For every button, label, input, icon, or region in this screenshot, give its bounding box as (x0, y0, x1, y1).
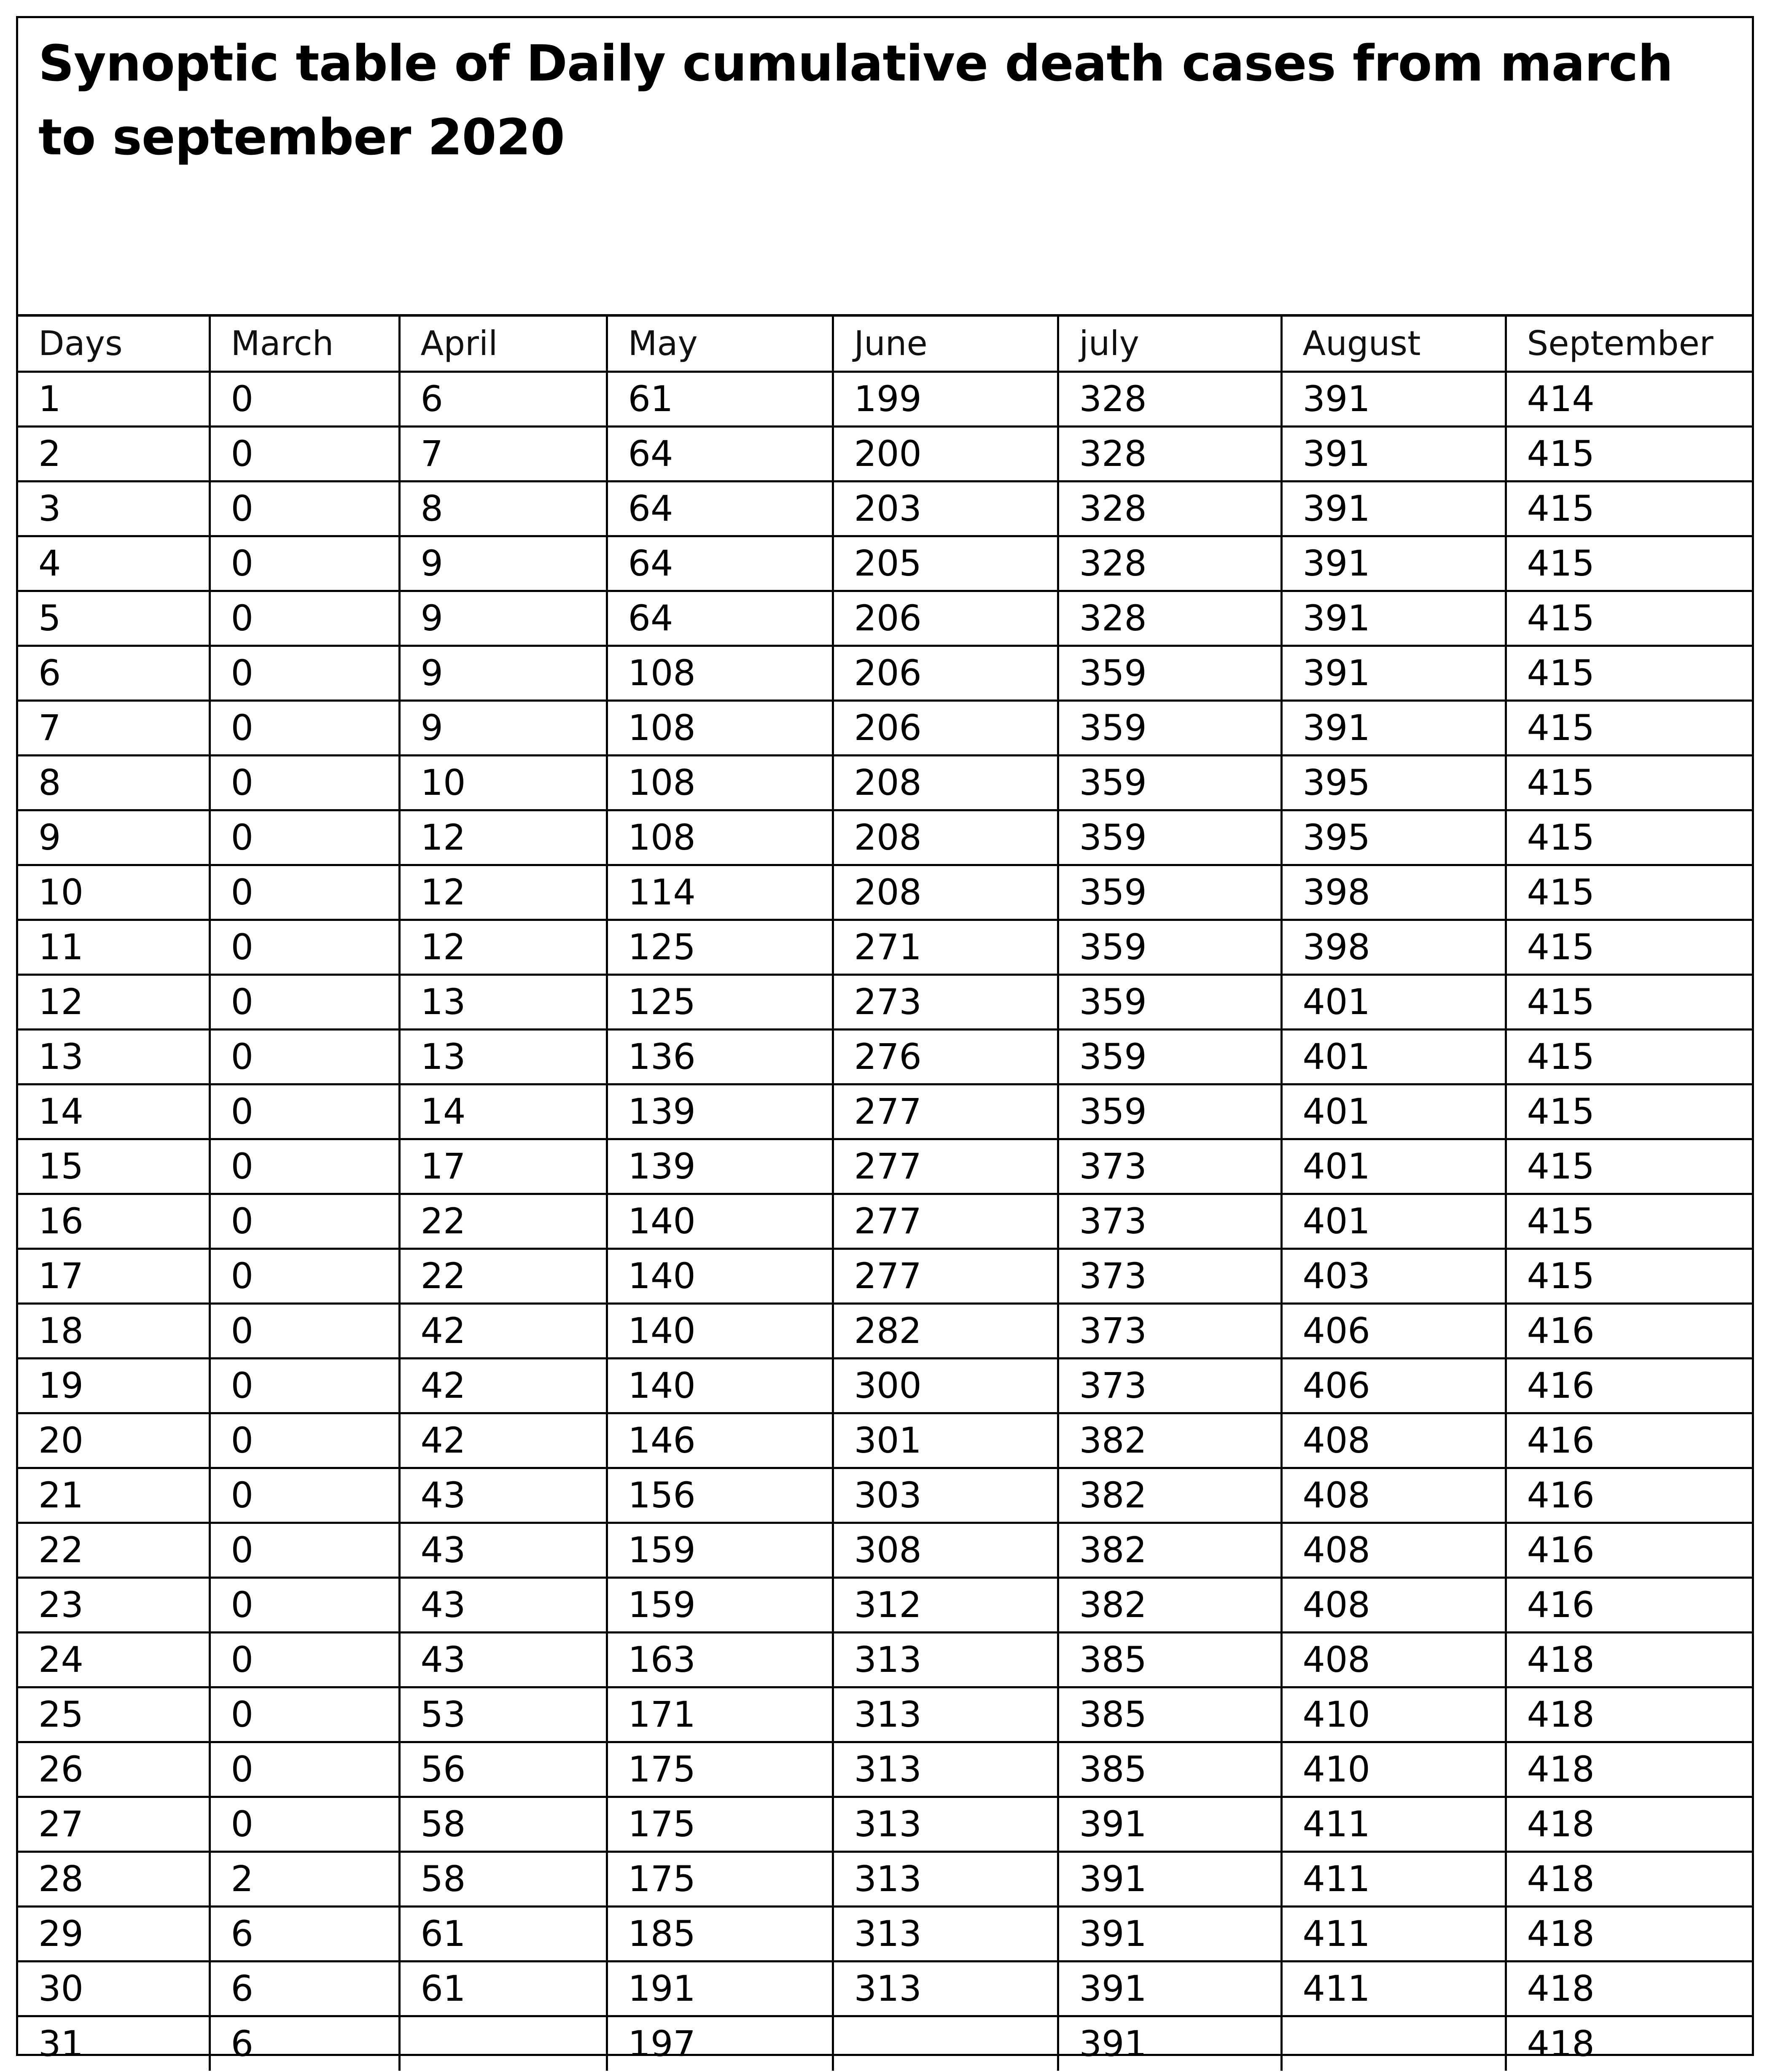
column-header-may: May (607, 317, 833, 371)
cell-days: 9 (18, 810, 210, 865)
cell-august: 406 (1281, 1358, 1506, 1413)
cell-september: 418 (1506, 2016, 1752, 2071)
cell-june: 277 (833, 1084, 1058, 1139)
column-header-april: April (399, 317, 607, 371)
cell-september: 418 (1506, 1797, 1752, 1851)
cell-july: 382 (1058, 1523, 1281, 1577)
column-header-june: June (833, 317, 1058, 371)
cell-may: 163 (607, 1632, 833, 1687)
table-row (18, 1906, 1752, 1961)
cell-may: 64 (607, 536, 833, 591)
cell-august: 408 (1281, 1632, 1506, 1687)
cell-days: 1 (18, 371, 210, 426)
cell-august: 408 (1281, 1523, 1506, 1577)
cell-august: 408 (1281, 1413, 1506, 1468)
cell-days: 10 (18, 865, 210, 920)
table-row (18, 481, 1752, 536)
cell-march: 0 (210, 1358, 399, 1413)
cell-july: 385 (1058, 1687, 1281, 1742)
cell-august: 411 (1281, 1961, 1506, 2016)
cell-june: 303 (833, 1468, 1058, 1523)
cell-march: 0 (210, 1303, 399, 1358)
cell-april: 61 (399, 1961, 607, 2016)
cell-april: 53 (399, 1687, 607, 1742)
cell-june: 208 (833, 865, 1058, 920)
cell-august: 395 (1281, 755, 1506, 810)
cell-may: 156 (607, 1468, 833, 1523)
cell-march: 0 (210, 1797, 399, 1851)
cell-august: 401 (1281, 1139, 1506, 1194)
cell-may: 64 (607, 481, 833, 536)
title-area (18, 18, 1752, 313)
document-frame (16, 16, 1754, 2065)
cell-august: 403 (1281, 1249, 1506, 1303)
cell-july: 391 (1058, 2016, 1281, 2071)
cell-may: 175 (607, 1851, 833, 1906)
table-row (18, 1687, 1752, 1742)
cell-june: 313 (833, 1906, 1058, 1961)
cell-days: 14 (18, 1084, 210, 1139)
cell-august: 391 (1281, 591, 1506, 646)
table-row (18, 1139, 1752, 1194)
cell-july: 391 (1058, 1961, 1281, 2016)
cell-august: 391 (1281, 646, 1506, 700)
cell-march: 0 (210, 1139, 399, 1194)
table-row (18, 1523, 1752, 1577)
cell-september: 416 (1506, 1303, 1752, 1358)
cell-may: 140 (607, 1194, 833, 1249)
cell-april: 58 (399, 1851, 607, 1906)
cell-days: 6 (18, 646, 210, 700)
cell-september: 414 (1506, 371, 1752, 426)
cell-april: 14 (399, 1084, 607, 1139)
cell-may: 125 (607, 974, 833, 1029)
cell-september: 415 (1506, 1029, 1752, 1084)
cell-june (833, 2016, 1058, 2071)
cell-march: 0 (210, 1468, 399, 1523)
cell-march: 0 (210, 371, 399, 426)
cell-june: 312 (833, 1577, 1058, 1632)
cell-august: 401 (1281, 1194, 1506, 1249)
cell-september: 415 (1506, 1194, 1752, 1249)
cell-august: 391 (1281, 700, 1506, 755)
cell-days: 24 (18, 1632, 210, 1687)
table-row (18, 1961, 1752, 2016)
cell-august: 408 (1281, 1468, 1506, 1523)
cell-july: 328 (1058, 481, 1281, 536)
cell-june: 208 (833, 810, 1058, 865)
cell-march: 0 (210, 1194, 399, 1249)
cell-april: 42 (399, 1358, 607, 1413)
cell-august: 395 (1281, 810, 1506, 865)
cell-days: 16 (18, 1194, 210, 1249)
cell-september: 415 (1506, 591, 1752, 646)
column-header-march: March (210, 317, 399, 371)
cell-april: 6 (399, 371, 607, 426)
cell-march: 0 (210, 755, 399, 810)
column-header-july: july (1058, 317, 1281, 371)
cell-april: 56 (399, 1742, 607, 1797)
cell-march: 0 (210, 1742, 399, 1797)
cell-june: 300 (833, 1358, 1058, 1413)
cell-march: 6 (210, 1906, 399, 1961)
cell-days: 22 (18, 1523, 210, 1577)
cell-days: 17 (18, 1249, 210, 1303)
cell-june: 277 (833, 1139, 1058, 1194)
cell-july: 359 (1058, 1084, 1281, 1139)
cell-may: 139 (607, 1084, 833, 1139)
cell-march: 6 (210, 2016, 399, 2071)
cell-august: 391 (1281, 426, 1506, 481)
cell-september: 415 (1506, 974, 1752, 1029)
cell-september: 418 (1506, 1851, 1752, 1906)
table-row (18, 1577, 1752, 1632)
cell-may: 61 (607, 371, 833, 426)
cell-september: 418 (1506, 1961, 1752, 2016)
cell-may: 108 (607, 810, 833, 865)
cell-july: 328 (1058, 371, 1281, 426)
cell-june: 313 (833, 1687, 1058, 1742)
cell-july: 382 (1058, 1468, 1281, 1523)
table-row (18, 1851, 1752, 1906)
cell-june: 313 (833, 1797, 1058, 1851)
cell-days: 18 (18, 1303, 210, 1358)
cell-april: 17 (399, 1139, 607, 1194)
cell-days: 25 (18, 1687, 210, 1742)
cell-september: 418 (1506, 1906, 1752, 1961)
cell-april: 10 (399, 755, 607, 810)
cell-september: 415 (1506, 865, 1752, 920)
cell-july: 385 (1058, 1742, 1281, 1797)
cell-april: 43 (399, 1523, 607, 1577)
cell-august: 411 (1281, 1851, 1506, 1906)
cell-april: 13 (399, 974, 607, 1029)
page-title: Synoptic table of Daily cumulative death cases from march to september 2020 (38, 34, 1673, 166)
cell-september: 416 (1506, 1358, 1752, 1413)
cell-april: 13 (399, 1029, 607, 1084)
cell-april: 8 (399, 481, 607, 536)
table-row (18, 426, 1752, 481)
cell-april: 9 (399, 536, 607, 591)
cell-may: 108 (607, 755, 833, 810)
cell-days: 11 (18, 920, 210, 974)
cell-august: 401 (1281, 1029, 1506, 1084)
cell-july: 373 (1058, 1303, 1281, 1358)
table-row (18, 1413, 1752, 1468)
cell-june: 199 (833, 371, 1058, 426)
cell-march: 0 (210, 1577, 399, 1632)
cell-april: 43 (399, 1468, 607, 1523)
table-row (18, 646, 1752, 700)
header-row (18, 317, 1752, 371)
column-header-august: August (1281, 317, 1506, 371)
cell-june: 282 (833, 1303, 1058, 1358)
cell-may: 125 (607, 920, 833, 974)
cell-march: 6 (210, 1961, 399, 2016)
cell-days: 12 (18, 974, 210, 1029)
cell-july: 359 (1058, 700, 1281, 755)
table-row (18, 2016, 1752, 2071)
cell-july: 391 (1058, 1797, 1281, 1851)
cell-july: 359 (1058, 646, 1281, 700)
cell-july: 373 (1058, 1194, 1281, 1249)
cell-september: 418 (1506, 1742, 1752, 1797)
cell-september: 415 (1506, 920, 1752, 974)
cell-september: 415 (1506, 1249, 1752, 1303)
cell-july: 359 (1058, 865, 1281, 920)
cell-april: 12 (399, 920, 607, 974)
column-header-september: September (1506, 317, 1752, 371)
cell-may: 140 (607, 1303, 833, 1358)
cell-april: 43 (399, 1577, 607, 1632)
data-table (18, 317, 1752, 2071)
cell-march: 0 (210, 1687, 399, 1742)
cell-september: 415 (1506, 481, 1752, 536)
cell-august: 391 (1281, 371, 1506, 426)
cell-september: 415 (1506, 536, 1752, 591)
table-row (18, 591, 1752, 646)
cell-april: 42 (399, 1413, 607, 1468)
cell-june: 313 (833, 1851, 1058, 1906)
cell-july: 382 (1058, 1577, 1281, 1632)
table-row (18, 1358, 1752, 1413)
cell-july: 373 (1058, 1249, 1281, 1303)
cell-april: 9 (399, 591, 607, 646)
cell-august: 408 (1281, 1577, 1506, 1632)
cell-april: 12 (399, 810, 607, 865)
cell-june: 276 (833, 1029, 1058, 1084)
cell-september: 415 (1506, 755, 1752, 810)
table-row (18, 865, 1752, 920)
cell-september: 416 (1506, 1523, 1752, 1577)
cell-april: 43 (399, 1632, 607, 1687)
cell-may: 64 (607, 591, 833, 646)
cell-september: 416 (1506, 1413, 1752, 1468)
cell-july: 328 (1058, 591, 1281, 646)
cell-july: 385 (1058, 1632, 1281, 1687)
table-row (18, 1084, 1752, 1139)
cell-days: 23 (18, 1577, 210, 1632)
cell-april: 61 (399, 1906, 607, 1961)
cell-may: 191 (607, 1961, 833, 2016)
cell-april: 12 (399, 865, 607, 920)
cell-august: 401 (1281, 1084, 1506, 1139)
cell-days: 29 (18, 1906, 210, 1961)
cell-august: 398 (1281, 865, 1506, 920)
cell-april: 7 (399, 426, 607, 481)
cell-june: 273 (833, 974, 1058, 1029)
cell-may: 171 (607, 1687, 833, 1742)
cell-may: 139 (607, 1139, 833, 1194)
cell-june: 301 (833, 1413, 1058, 1468)
cell-march: 0 (210, 700, 399, 755)
cell-july: 359 (1058, 810, 1281, 865)
cell-september: 418 (1506, 1632, 1752, 1687)
cell-july: 391 (1058, 1906, 1281, 1961)
cell-june: 271 (833, 920, 1058, 974)
cell-may: 175 (607, 1797, 833, 1851)
cell-march: 0 (210, 1413, 399, 1468)
cell-june: 206 (833, 646, 1058, 700)
table-row (18, 536, 1752, 591)
cell-days: 4 (18, 536, 210, 591)
cell-june: 208 (833, 755, 1058, 810)
cell-july: 328 (1058, 536, 1281, 591)
cell-days: 8 (18, 755, 210, 810)
cell-august: 391 (1281, 536, 1506, 591)
cell-days: 27 (18, 1797, 210, 1851)
cell-june: 313 (833, 1961, 1058, 2016)
cell-june: 277 (833, 1194, 1058, 1249)
table-row (18, 810, 1752, 865)
cell-days: 2 (18, 426, 210, 481)
cell-march: 0 (210, 810, 399, 865)
cell-september: 418 (1506, 1687, 1752, 1742)
cell-march: 2 (210, 1851, 399, 1906)
cell-may: 159 (607, 1577, 833, 1632)
cell-august: 406 (1281, 1303, 1506, 1358)
cell-march: 0 (210, 1523, 399, 1577)
cell-march: 0 (210, 920, 399, 974)
cell-days: 19 (18, 1358, 210, 1413)
cell-august (1281, 2016, 1506, 2071)
table-row (18, 1797, 1752, 1851)
cell-may: 108 (607, 700, 833, 755)
cell-may: 136 (607, 1029, 833, 1084)
table-row (18, 700, 1752, 755)
cell-april (399, 2016, 607, 2071)
cell-march: 0 (210, 426, 399, 481)
cell-may: 159 (607, 1523, 833, 1577)
cell-days: 30 (18, 1961, 210, 2016)
cell-june: 313 (833, 1632, 1058, 1687)
table-row (18, 920, 1752, 974)
cell-august: 391 (1281, 481, 1506, 536)
cell-september: 415 (1506, 426, 1752, 481)
cell-july: 382 (1058, 1413, 1281, 1468)
cell-may: 108 (607, 646, 833, 700)
cell-march: 0 (210, 536, 399, 591)
cell-march: 0 (210, 974, 399, 1029)
cell-july: 373 (1058, 1358, 1281, 1413)
cell-june: 203 (833, 481, 1058, 536)
table-row (18, 1029, 1752, 1084)
cell-july: 359 (1058, 974, 1281, 1029)
cell-july: 359 (1058, 1029, 1281, 1084)
cell-days: 3 (18, 481, 210, 536)
table-body (18, 371, 1752, 2071)
cell-september: 415 (1506, 646, 1752, 700)
cell-june: 206 (833, 591, 1058, 646)
cell-june: 308 (833, 1523, 1058, 1577)
cell-may: 197 (607, 2016, 833, 2071)
cell-days: 20 (18, 1413, 210, 1468)
cell-july: 391 (1058, 1851, 1281, 1906)
cell-march: 0 (210, 1249, 399, 1303)
cell-july: 328 (1058, 426, 1281, 481)
table-row (18, 371, 1752, 426)
cell-june: 313 (833, 1742, 1058, 1797)
table-row (18, 1632, 1752, 1687)
cell-september: 415 (1506, 810, 1752, 865)
column-header-days: Days (18, 317, 210, 371)
cell-days: 15 (18, 1139, 210, 1194)
cell-days: 31 (38, 2023, 83, 2065)
cell-august: 411 (1281, 1906, 1506, 1961)
cell-march: 0 (210, 1084, 399, 1139)
cell-march: 0 (210, 646, 399, 700)
cell-days: 21 (18, 1468, 210, 1523)
cell-june: 205 (833, 536, 1058, 591)
cell-may: 114 (607, 865, 833, 920)
cell-august: 401 (1281, 974, 1506, 1029)
cell-may: 175 (607, 1742, 833, 1797)
cell-days: 5 (18, 591, 210, 646)
table-row (18, 1303, 1752, 1358)
cell-april: 22 (399, 1194, 607, 1249)
table-row (18, 974, 1752, 1029)
cell-march: 0 (210, 1029, 399, 1084)
cell-may: 140 (607, 1358, 833, 1413)
cell-april: 9 (399, 700, 607, 755)
table-row (18, 1742, 1752, 1797)
cell-april: 9 (399, 646, 607, 700)
cell-april: 42 (399, 1303, 607, 1358)
cell-june: 206 (833, 700, 1058, 755)
cell-june: 200 (833, 426, 1058, 481)
cell-march: 0 (210, 591, 399, 646)
cell-april: 58 (399, 1797, 607, 1851)
cell-march: 0 (210, 865, 399, 920)
cell-september: 415 (1506, 1139, 1752, 1194)
cell-september: 416 (1506, 1468, 1752, 1523)
cell-september: 415 (1506, 1084, 1752, 1139)
cell-march: 0 (210, 1632, 399, 1687)
cell-may: 146 (607, 1413, 833, 1468)
table-row (18, 1468, 1752, 1523)
cell-august: 398 (1281, 920, 1506, 974)
cell-august: 410 (1281, 1687, 1506, 1742)
cell-may: 185 (607, 1906, 833, 1961)
cell-september: 416 (1506, 1577, 1752, 1632)
cell-may: 64 (607, 426, 833, 481)
cell-days: 28 (18, 1851, 210, 1906)
cell-days: 26 (18, 1742, 210, 1797)
cell-august: 411 (1281, 1797, 1506, 1851)
cell-june: 277 (833, 1249, 1058, 1303)
cell-july: 359 (1058, 755, 1281, 810)
cell-days: 7 (18, 700, 210, 755)
cell-days: 13 (18, 1029, 210, 1084)
cell-july: 359 (1058, 920, 1281, 974)
cell-august: 410 (1281, 1742, 1506, 1797)
cell-march: 0 (210, 481, 399, 536)
table-row (18, 755, 1752, 810)
cell-may: 140 (607, 1249, 833, 1303)
table-row (18, 1194, 1752, 1249)
cell-april: 22 (399, 1249, 607, 1303)
cell-september: 415 (1506, 700, 1752, 755)
table-row (18, 1249, 1752, 1303)
cell-july: 373 (1058, 1139, 1281, 1194)
